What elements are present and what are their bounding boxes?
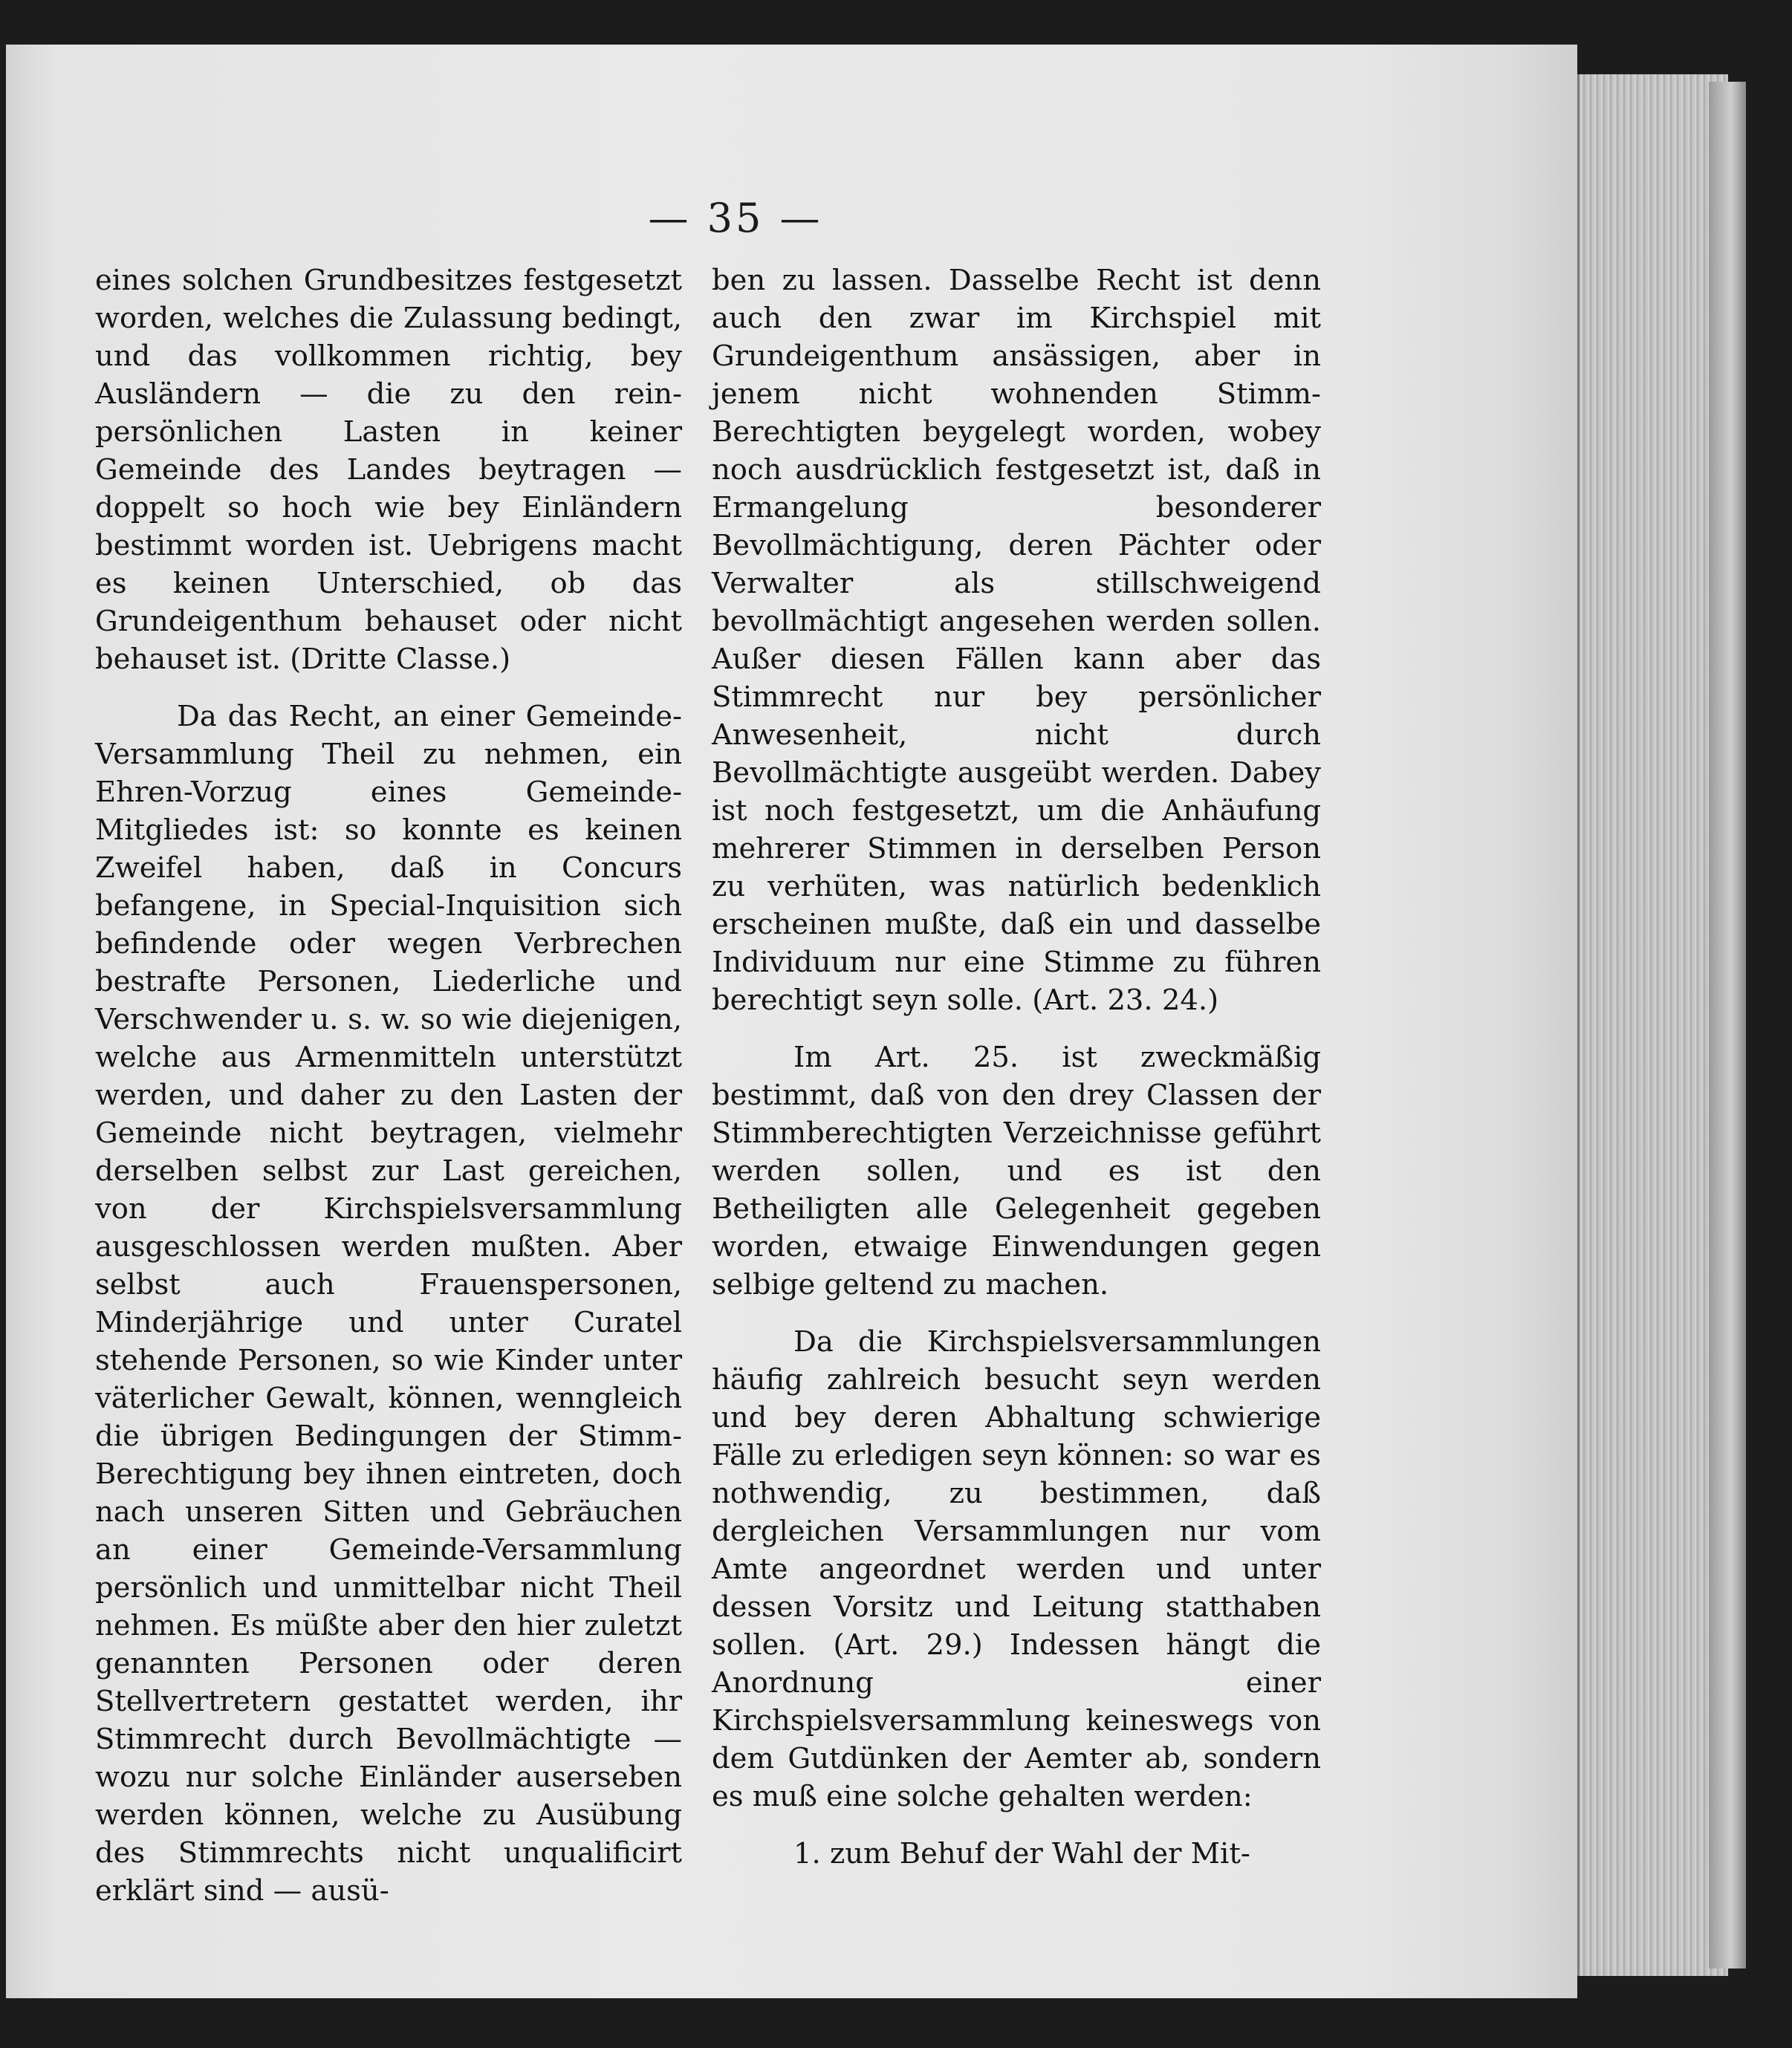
- page-number: — 35 —: [648, 195, 823, 241]
- right-text-column: [712, 261, 1321, 1873]
- paragraph: Da das Recht, an einer Gemeinde-Versammlung Theil zu nehmen, ein Ehren-Vorzug eines Gemeinde-Mitgliedes ist: so konnte es keinen Zweifel haben, daß in Concurs befangene, in Special-Inquisition sich befindende oder wegen Verbrechen bestrafte Personen, Liederliche und Verschwender u. s. w. so wie diejenigen, welche aus Armenmitteln unterstützt werden, und daher zu den Lasten der Gemeinde nicht beytragen, vielmehr derselben selbst zur Last gereichen, von der Kirchspielsversammlung ausgeschlossen werden mußten. Aber selbst auch Frauenspersonen, Minderjährige und unter Curatel stehende Personen, so wie Kinder unter väterlicher Gewalt, können, wenngleich die übrigen Bedingungen der Stimm-Berechtigung bey ihnen eintreten, doch nach unseren Sitten und Gebräuchen an einer Gemeinde-Versammlung persönlich und unmittelbar nicht Theil nehmen. Es müßte aber den hier zuletzt genannten Personen oder deren Stellvertretern gestattet werden, ihr Stimmrecht durch Bevollmächtigte — wozu nur solche Einländer auserseben werden können, welche zu Ausübung des Stimmrechts nicht unqualificirt erklärt sind — ausü-: [95, 700, 682, 1908]
- paragraph: ben zu lassen. Dasselbe Recht ist denn auch den zwar im Kirchspiel mit Grundeigenthum ansässigen, aber in jenem nicht wohnenden Stimm-Berechtigten beygelegt worden, wobey noch ausdrücklich festgesetzt ist, daß in Ermangelung besonderer Bevollmächtigung, deren Pächter oder Verwalter als stillschweigend bevollmächtigt angesehen werden sollen. Außer diesen Fällen kann aber das Stimmrecht nur bey persönlicher Anwesenheit, nicht durch Bevollmächtigte ausgeübt werden. Dabey ist noch festgesetzt, um die Anhäufung mehrerer Stimmen in derselben Person zu verhüten, was natürlich bedenklich erscheinen mußte, daß ein und dasselbe Individuum nur eine Stimme zu führen berechtigt seyn solle. (Art. 23. 24.): [712, 264, 1321, 1017]
- paragraph: eines solchen Grundbesitzes festgesetzt worden, welches die Zulassung bedingt, und das vollkommen richtig, bey Ausländern — die zu den rein-persönlichen Lasten in keiner Gemeinde des Landes beytragen — doppelt so hoch wie bey Einländern bestimmt worden ist. Uebrigens macht es keinen Unterschied, ob das Grundeigenthum behauset oder nicht behauset ist. (Dritte Classe.): [95, 264, 682, 676]
- book-cover-edge: [1709, 82, 1746, 1969]
- left-text-column: [95, 261, 682, 1910]
- page-block-edge: [1575, 74, 1728, 1976]
- paragraph: Im Art. 25. ist zweckmäßig bestimmt, daß von den drey Classen der Stimmberechtigten Verzeichnisse geführt werden sollen, und es ist den Betheiligten alle Gelegenheit gegeben worden, etwaige Einwendungen gegen selbige geltend zu machen.: [712, 1041, 1321, 1301]
- paragraph: Da die Kirchspielsversammlungen häufig zahlreich besucht seyn werden und bey deren Abhaltung schwierige Fälle zu erledigen seyn können: so war es nothwendig, zu bestimmen, daß dergleichen Versammlungen nur vom Amte angeordnet werden und unter dessen Vorsitz und Leitung statthaben sollen. (Art. 29.) Indessen hängt die Anordnung einer Kirchspielsversammlung keineswegs von dem Gutdünken der Aemter ab, sondern es muß eine solche gehalten werden:: [712, 1325, 1321, 1813]
- paragraph: 1. zum Behuf der Wahl der Mit-: [793, 1837, 1250, 1870]
